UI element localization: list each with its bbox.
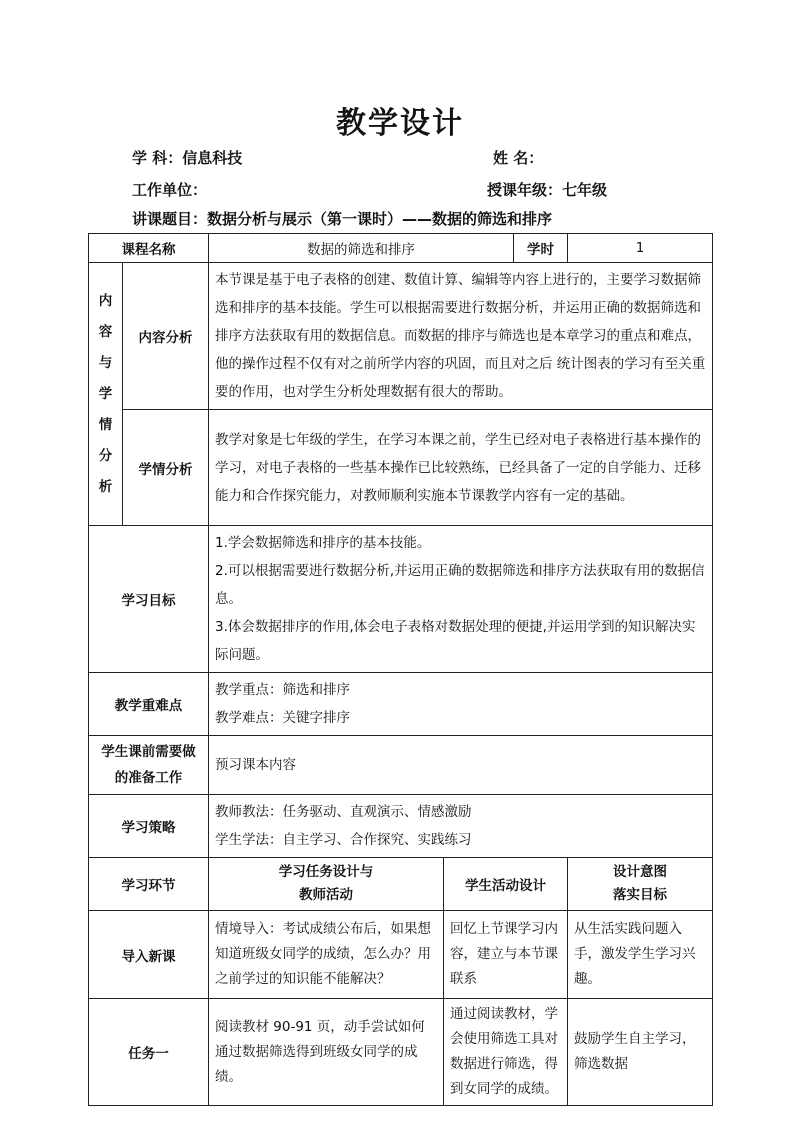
keypoint-focus: 教学重点：筛选和排序: [215, 682, 350, 698]
unit-label: 工作单位：: [132, 181, 208, 199]
activity-header: 学生活动设计: [444, 858, 568, 911]
grade-line: [487, 179, 607, 200]
name-line: [493, 147, 543, 168]
stage-intent: 鼓励学生自主学习，筛选数据: [568, 999, 713, 1106]
stage-activity: 通过阅读教材，学会使用筛选工具对数据进行筛选，得到女同学的成绩。: [444, 999, 568, 1106]
goal-item: 2.可以根据需要进行数据分析,并运用正确的数据筛选和排序方法获取有用的数据信息。: [215, 563, 705, 607]
side-char: 情: [98, 416, 113, 433]
student-row: [89, 410, 713, 526]
keypoints-label: 教学重难点: [89, 673, 209, 736]
stage-row: [89, 911, 713, 999]
side-char: 学: [98, 385, 113, 402]
side-char: 分: [98, 447, 113, 464]
prep-label: 学生课前需要做的准备工作: [89, 736, 209, 795]
name-label: 姓 名：: [493, 149, 544, 167]
content-analysis-text: 本节课是基于电子表格的创建、数值计算、编辑等内容上进行的，主要学习数据筛选和排序的基本技能。学生可以根据需要进行数据分析，并运用正确的数据筛选和排序方法获取有用的数据信息。而数据的排序与筛选也是本章学习的重点和难点，他的操作过程不仅有对之前所学内容的巩固，而且对之后 统计图表的学习有至关重要的作用，也对学生分析处理数据有很大的帮助。: [209, 263, 713, 410]
stage-activity: 回忆上节课学习内容，建立与本节课联系: [444, 911, 568, 999]
side-char: 容: [98, 323, 113, 340]
strategy-row: [89, 795, 713, 858]
goals-label: 学习目标: [89, 526, 209, 673]
course-name-value: 数据的筛选和排序: [209, 234, 514, 263]
topic-value: 数据分析与展示（第一课时）——数据的筛选和排序: [207, 210, 553, 228]
stage-header-row: [89, 858, 713, 911]
student-analysis-text: 教学对象是七年级的学生，在学习本课之前，学生已经对电子表格进行基本操作的学习，对电子表格的一些基本操作已比较熟练，已经具备了一定的自学能力、迁移能力和合作探究能力，对教师顺利实施本节课教学内容有一定的基础。: [209, 410, 713, 526]
task-header: [209, 858, 444, 911]
course-row: [89, 234, 713, 263]
goals-row: [89, 526, 713, 673]
hours-value: 1: [568, 234, 713, 263]
subject-label: 学 科：: [132, 149, 183, 167]
goal-item: 1.学会数据筛选和排序的基本技能。: [215, 535, 431, 551]
lesson-plan-table: [88, 233, 713, 1106]
intent-header-line: 设计意图: [613, 864, 668, 880]
grade-value: 七年级: [562, 181, 608, 199]
content-analysis-label: 内容分析: [123, 263, 209, 410]
student-analysis-label: 学情分析: [123, 410, 209, 526]
goals-list: [209, 526, 713, 673]
subject-value: 信息科技: [182, 149, 243, 167]
course-name-label: 课程名称: [89, 234, 209, 263]
stage-name: 任务一: [89, 999, 209, 1106]
intent-header-line: 落实目标: [613, 887, 668, 903]
topic-line: [132, 208, 552, 229]
content-row: [89, 263, 713, 410]
teacher-method: 教师教法：任务驱动、直观演示、情感激励: [215, 804, 472, 820]
side-char: 与: [98, 354, 113, 371]
task-header-line: 学习任务设计与: [278, 864, 374, 880]
keypoints-row: [89, 673, 713, 736]
strategy-cell: [209, 795, 713, 858]
keypoint-difficulty: 教学难点：关键字排序: [215, 710, 350, 726]
stage-header: 学习环节: [89, 858, 209, 911]
topic-label: 讲课题目：: [132, 210, 208, 228]
intent-header: [568, 858, 713, 911]
task-header-line: 教师活动: [299, 887, 353, 903]
student-method: 学生学法：自主学习、合作探究、实践练习: [215, 832, 472, 848]
goal-item: 3.体会数据排序的作用,体会电子表格对数据处理的便捷,并运用学到的知识解决实际问题。: [215, 619, 696, 663]
keypoints-cell: [209, 673, 713, 736]
analysis-side-label: [89, 263, 123, 526]
strategy-label: 学习策略: [89, 795, 209, 858]
subject-line: [132, 147, 242, 168]
side-char: 析: [98, 478, 113, 495]
stage-name: 导入新课: [89, 911, 209, 999]
grade-label: 授课年级：: [487, 181, 563, 199]
prep-value: 预习课本内容: [209, 736, 713, 795]
side-char: 内: [98, 292, 113, 309]
hours-label: 学时: [514, 234, 568, 263]
unit-line: [132, 179, 207, 200]
page-title: 教学设计: [336, 106, 464, 141]
prep-row: [89, 736, 713, 795]
stage-task: 情境导入：考试成绩公布后，如果想知道班级女同学的成绩，怎么办？用之前学过的知识能不能解决？: [209, 911, 444, 999]
stage-intent: 从生活实践问题入手，激发学生学习兴趣。: [568, 911, 713, 999]
stage-task: 阅读教材 90-91 页，动手尝试如何通过数据筛选得到班级女同学的成绩。: [209, 999, 444, 1106]
stage-row: [89, 999, 713, 1106]
